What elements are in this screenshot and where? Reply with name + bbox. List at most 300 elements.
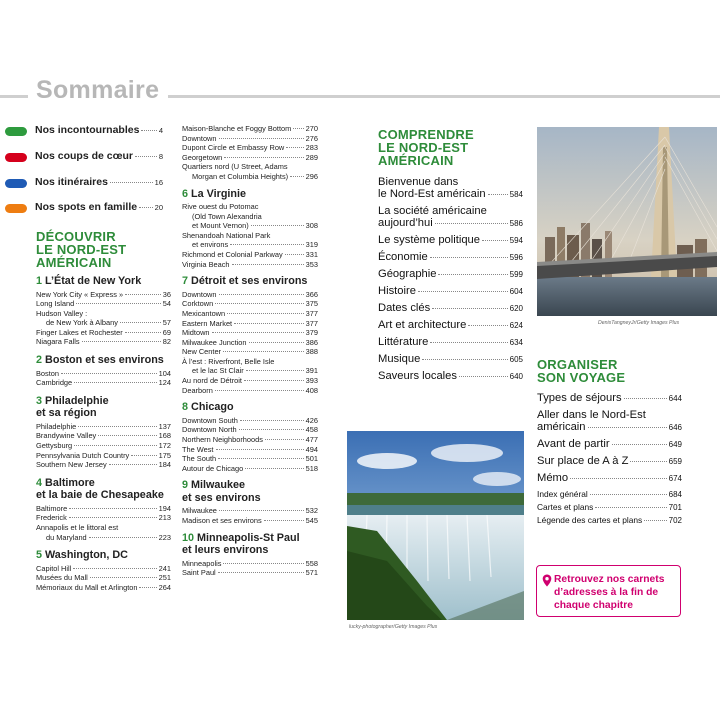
chapter — [36, 395, 171, 470]
toc-entry-page: 584 — [509, 190, 523, 199]
dot-leader — [459, 375, 508, 377]
chapter-number: 10 — [182, 531, 198, 544]
toc-entry[interactable] — [182, 376, 318, 386]
toc-entry-title: Midtown — [182, 328, 210, 338]
chapter-heading[interactable] — [182, 188, 318, 201]
toc-entry-page: 319 — [305, 240, 318, 250]
dot-leader — [240, 419, 304, 421]
chapter — [182, 532, 318, 578]
toc-entry-title: Dearborn — [182, 385, 213, 395]
toc-entry[interactable] — [182, 240, 318, 250]
toc-entry-title: Dates clés — [378, 302, 431, 314]
dot-leader — [430, 341, 507, 343]
toc-entry-title: Histoire — [378, 285, 416, 297]
toc-entry[interactable] — [182, 328, 318, 338]
toc-entry[interactable] — [378, 302, 523, 314]
dot-leader — [74, 381, 157, 383]
toc-entry[interactable] — [182, 231, 318, 241]
dot-leader — [234, 322, 304, 324]
toc-entry-page: 558 — [305, 558, 318, 568]
toc-entry-title: aujourd’hui — [378, 217, 433, 229]
dot-leader — [90, 576, 157, 578]
dot-leader — [139, 586, 156, 588]
red-marker-icon — [5, 153, 27, 162]
toc-entry-title: Morgan et Columbia Heights) — [192, 171, 289, 181]
toc-entry[interactable] — [36, 573, 171, 583]
chapter-heading[interactable] — [36, 354, 171, 367]
toc-entry-page: 69 — [162, 327, 171, 337]
toc-entry[interactable] — [36, 564, 171, 574]
legend-page: 8 — [158, 152, 163, 161]
toc-entry[interactable] — [36, 337, 171, 347]
toc-entry-title: Mexicantown — [182, 308, 226, 318]
toc-entry-title: Northern Neighborhoods — [182, 434, 263, 444]
chapter-number: 5 — [36, 549, 46, 562]
toc-entry[interactable] — [182, 464, 318, 474]
toc-entry-page: 184 — [158, 460, 171, 470]
toc-entry-title: Mémo — [537, 472, 569, 484]
toc-entry-title: Hudson Valley : — [36, 308, 88, 318]
toc-entry[interactable] — [36, 299, 171, 309]
toc-entry-page: 223 — [158, 532, 171, 542]
toc-group — [378, 302, 523, 314]
toc-entry[interactable] — [537, 421, 682, 433]
toc-entry[interactable] — [182, 124, 318, 134]
toc-entry-title-line-1: Aller dans le Nord-Est — [537, 409, 646, 421]
toc-entry-page: 649 — [668, 440, 682, 449]
callout-line-1: Retrouvez nos carnets — [554, 574, 665, 585]
dot-leader — [244, 379, 304, 381]
toc-entry-page: 494 — [305, 444, 318, 454]
dot-leader — [590, 493, 667, 495]
toc-entry[interactable] — [36, 451, 171, 461]
toc-entry[interactable] — [36, 422, 171, 432]
legend-item[interactable] — [35, 124, 163, 136]
dot-leader — [432, 307, 507, 309]
dot-leader — [293, 127, 303, 129]
dot-leader — [588, 426, 667, 428]
chapter-title-line-2: et sa région — [36, 407, 97, 420]
toc-entry-page: 408 — [305, 385, 318, 395]
toc-entry-title: Sur place de A à Z — [537, 455, 629, 467]
legend-page: 4 — [158, 126, 163, 135]
toc-entry[interactable] — [182, 319, 318, 329]
dot-leader — [120, 321, 161, 323]
toc-entry-title: Index général — [537, 489, 588, 499]
toc-entry-title: New York City « Express » — [36, 289, 124, 299]
toc-group — [537, 438, 682, 450]
chapter — [36, 275, 171, 347]
toc-entry-title: Philadelphie — [36, 421, 77, 431]
toc-entry[interactable] — [182, 172, 318, 182]
chapter-heading[interactable] — [182, 401, 318, 414]
toc-entry-page: 586 — [509, 219, 523, 228]
toc-group — [537, 392, 682, 404]
toc-entry[interactable] — [36, 318, 171, 328]
toc-entry[interactable] — [36, 309, 171, 319]
chapter-title: Philadelphie — [45, 394, 109, 407]
chapter-title: La Virginie — [191, 187, 247, 200]
toc-entry-title: et environs — [192, 240, 229, 250]
toc-entry-page: 388 — [305, 347, 318, 357]
toc-group — [378, 336, 523, 348]
toc-entry-page: 366 — [305, 289, 318, 299]
toc-entry-title: Musées du Mall — [36, 573, 88, 583]
header-rule-left — [0, 95, 28, 98]
toc-entry[interactable] — [182, 445, 318, 455]
chapter-heading[interactable] — [182, 532, 318, 545]
toc-entry-title: Brandywine Valley — [36, 431, 97, 441]
dot-leader — [438, 273, 507, 275]
dot-leader — [141, 129, 156, 131]
toc-entry[interactable] — [182, 416, 318, 426]
toc-entry[interactable] — [537, 472, 682, 484]
toc-entry-page: 289 — [305, 152, 318, 162]
toc-entry[interactable] — [378, 188, 523, 200]
dot-leader — [418, 290, 508, 292]
dot-leader — [125, 293, 161, 295]
toc-entry[interactable] — [36, 431, 171, 441]
toc-entry-page: 426 — [305, 415, 318, 425]
chapter-title: Washington, DC — [45, 549, 128, 562]
toc-entry[interactable] — [182, 366, 318, 376]
toc-entry-page: 375 — [305, 299, 318, 309]
carnets-callout — [536, 565, 681, 617]
toc-entry-title: Downtown South — [182, 415, 238, 425]
toc-entry[interactable] — [182, 134, 318, 144]
toc-entry[interactable] — [36, 328, 171, 338]
toc-entry-page: 54 — [162, 299, 171, 309]
toc-entry-title-line-1: La société américaine — [378, 205, 487, 217]
toc-entry[interactable] — [378, 268, 523, 280]
toc-entry-page: 377 — [305, 308, 318, 318]
toc-entry-title: Saint Paul — [182, 568, 216, 578]
toc-entry[interactable] — [36, 290, 171, 300]
toc-entry[interactable] — [182, 506, 318, 516]
dot-leader — [223, 562, 303, 564]
toc-entry[interactable] — [36, 369, 171, 379]
chapter-heading[interactable] — [182, 479, 318, 492]
toc-entry-title: Eastern Market — [182, 318, 233, 328]
toc-entry[interactable] — [36, 460, 171, 470]
toc-entry[interactable] — [182, 425, 318, 435]
falls-photo-credit: lucky-photographer/Getty Images Plus — [349, 624, 438, 630]
toc-entry-page: 264 — [158, 582, 171, 592]
legend-label: Nos itinéraires — [35, 176, 108, 188]
legend-label: Nos incontournables — [35, 124, 140, 136]
toc-entry-page: 477 — [305, 434, 318, 444]
toc-entry[interactable] — [36, 378, 171, 388]
chapter-heading[interactable] — [182, 275, 318, 288]
toc-entry-page: 391 — [305, 366, 318, 376]
toc-column-1 — [36, 275, 171, 592]
toc-entry-page: 599 — [509, 270, 523, 279]
chapter — [36, 477, 171, 542]
chapter-number: 8 — [182, 401, 192, 414]
dot-leader — [285, 253, 304, 255]
dot-leader — [74, 444, 157, 446]
dot-leader — [223, 350, 304, 352]
toc-entry-title: américain — [537, 421, 586, 433]
toc-group — [537, 455, 682, 467]
toc-entry-title: New Center — [182, 347, 222, 357]
toc-entry[interactable] — [182, 143, 318, 153]
toc-entry-title: The South — [182, 454, 217, 464]
toc-entry[interactable] — [182, 347, 318, 357]
toc-entry-title: de New York à Albany — [46, 318, 118, 328]
toc-entry-page: 172 — [158, 440, 171, 450]
toc-entry[interactable] — [36, 441, 171, 451]
chapter-number: 1 — [36, 275, 46, 287]
chapter — [182, 188, 318, 270]
toc-entry[interactable] — [182, 153, 318, 163]
chapter-number: 6 — [182, 187, 192, 200]
toc-entry-title: Le système politique — [378, 234, 480, 246]
toc-entry-title: Baltimore — [36, 503, 68, 513]
toc-entry-title: et le lac St Clair — [192, 366, 244, 376]
toc-entry[interactable] — [36, 583, 171, 593]
toc-entry[interactable] — [378, 234, 523, 246]
toc-entry[interactable] — [36, 533, 171, 543]
dot-leader — [239, 428, 304, 430]
dot-leader — [230, 243, 304, 245]
toc-entry[interactable] — [378, 251, 523, 263]
toc-entry-title-line-1: Bienvenue dans — [378, 176, 459, 188]
toc-entry[interactable] — [537, 438, 682, 450]
toc-entry-page: 545 — [305, 515, 318, 525]
toc-entry-page: 620 — [509, 304, 523, 313]
dot-leader — [76, 302, 161, 304]
chapter — [36, 549, 171, 592]
toc-entry-page: 458 — [305, 425, 318, 435]
toc-entry[interactable] — [36, 504, 171, 514]
toc-entry[interactable] — [36, 513, 171, 523]
chapter-number: 3 — [36, 394, 46, 407]
chapter-title-line-2: et la baie de Chesapeake — [36, 489, 164, 502]
toc-entry-page: 251 — [158, 573, 171, 583]
toc-entry[interactable] — [182, 454, 318, 464]
chapter — [182, 401, 318, 473]
legend-item[interactable] — [35, 150, 163, 162]
dot-leader — [435, 222, 508, 224]
toc-entry-page: 57 — [162, 318, 171, 328]
legend-item[interactable] — [35, 201, 163, 213]
toc-entry[interactable] — [537, 502, 682, 512]
toc-group — [378, 234, 523, 246]
toc-entry-title: Économie — [378, 251, 428, 263]
toc-entry-title: Milwaukee Junction — [182, 337, 247, 347]
toc-entry-page: 137 — [158, 421, 171, 431]
legend-page: 20 — [154, 203, 163, 212]
toc-entry-title: Quartiers nord (U Street, Adams — [182, 162, 288, 172]
chapter-heading[interactable] — [36, 275, 171, 288]
toc-entry[interactable] — [182, 357, 318, 367]
callout-line-2: d’adresses à la fin de — [554, 587, 659, 599]
toc-entry-page: 270 — [305, 124, 318, 133]
toc-entry-title: Southern New Jersey — [36, 460, 107, 470]
chapter-heading[interactable] — [36, 395, 171, 408]
toc-entry-title: Saveurs locales — [378, 370, 457, 382]
toc-entry[interactable] — [182, 250, 318, 260]
toc-group — [378, 319, 523, 331]
toc-entry-title: Rive ouest du Potomac — [182, 202, 259, 212]
toc-entry[interactable] — [378, 319, 523, 331]
dot-leader — [61, 372, 157, 374]
toc-entry-title: Milwaukee — [182, 506, 217, 516]
toc-group — [378, 268, 523, 280]
toc-entry-page: 674 — [668, 474, 682, 483]
toc-entry[interactable] — [182, 435, 318, 445]
toc-entry[interactable] — [537, 489, 682, 499]
toc-entry-title: Pennsylvania Dutch Country — [36, 450, 130, 460]
chapter — [182, 275, 318, 395]
dot-leader — [422, 358, 507, 360]
toc-entry[interactable] — [378, 285, 523, 297]
toc-entry[interactable] — [378, 217, 523, 229]
dot-leader — [430, 256, 508, 258]
dot-leader — [290, 175, 304, 177]
toc-entry-page: 594 — [509, 236, 523, 245]
legend-label: Nos spots en famille — [35, 201, 138, 213]
toc-entry-title: Georgetown — [182, 152, 223, 162]
toc-entry-page: 659 — [668, 457, 682, 466]
toc-entry[interactable] — [182, 559, 318, 569]
dot-leader — [595, 506, 666, 508]
toc-entry[interactable] — [378, 370, 523, 382]
toc-group — [378, 353, 523, 365]
toc-entry-page: 604 — [509, 287, 523, 296]
page-title: Sommaire — [36, 76, 160, 104]
header-rule-right — [168, 95, 720, 98]
chapter-title: Minneapolis-St Paul — [197, 531, 300, 544]
dot-leader — [286, 146, 303, 148]
toc-entry[interactable] — [182, 516, 318, 526]
dot-leader — [218, 457, 304, 459]
toc-column-2 — [182, 124, 318, 578]
toc-entry[interactable] — [182, 212, 318, 222]
toc-entry[interactable] — [182, 202, 318, 212]
toc-entry-title: Légende des cartes et plans — [537, 515, 643, 525]
toc-group — [378, 176, 523, 200]
toc-entry-page: 684 — [668, 490, 682, 499]
toc-entry-page: 644 — [668, 394, 682, 403]
toc-entry[interactable] — [182, 309, 318, 319]
toc-comprendre — [378, 176, 523, 387]
dot-leader — [219, 509, 304, 511]
dot-leader — [139, 206, 153, 208]
dot-leader — [630, 460, 666, 462]
toc-entry-title: Shenandoah National Park — [182, 230, 271, 240]
orange-marker-icon — [5, 204, 27, 213]
dot-leader — [131, 454, 156, 456]
toc-entry-title: Finger Lakes et Rochester — [36, 327, 123, 337]
dot-leader — [249, 341, 304, 343]
section-title-organiser: ORGANISER SON VOYAGE — [537, 357, 626, 385]
chapter-heading[interactable] — [36, 549, 171, 562]
legend-item[interactable] — [35, 176, 163, 188]
toc-entry-title: Au nord de Détroit — [182, 376, 242, 386]
chapter-title: Milwaukee — [191, 479, 246, 492]
section-title-comprendre: COMPRENDRE LE NORD-EST AMÉRICAIN — [378, 127, 474, 168]
toc-entry-title: Minneapolis — [182, 558, 222, 568]
chapter-number: 7 — [182, 275, 192, 288]
location-pin-icon — [542, 574, 552, 587]
chapter-title: Détroit et ses environs — [191, 275, 308, 288]
toc-entry-page: 241 — [158, 563, 171, 573]
toc-group — [537, 472, 682, 484]
toc-entry[interactable] — [537, 515, 682, 525]
toc-entry-title: Géographie — [378, 268, 437, 280]
dot-leader — [135, 155, 157, 157]
toc-entry-title: Dupont Circle et Embassy Row — [182, 143, 285, 153]
dot-leader — [110, 181, 153, 183]
chapter-title: Baltimore — [45, 476, 95, 489]
dot-leader — [482, 239, 508, 241]
toc-entry-page: 168 — [158, 431, 171, 441]
toc-entry-title: Niagara Falls — [36, 337, 80, 347]
dot-leader — [215, 389, 304, 391]
toc-entry[interactable] — [182, 290, 318, 300]
legend-page: 16 — [154, 178, 163, 187]
toc-entry-page: 518 — [305, 463, 318, 473]
toc-entry[interactable] — [182, 260, 318, 270]
toc-entry[interactable] — [182, 568, 318, 578]
callout-line-3: chaque chapitre — [554, 600, 633, 612]
dot-leader — [212, 331, 304, 333]
toc-entry[interactable] — [36, 523, 171, 533]
toc-entry[interactable] — [537, 392, 682, 404]
dot-leader — [264, 519, 304, 521]
dot-leader — [125, 331, 161, 333]
toc-entry-title: Frederick — [36, 513, 67, 523]
toc-entry-title: Richmond et Colonial Parkway — [182, 250, 283, 260]
toc-entry-title: Littérature — [378, 336, 429, 348]
toc-entry[interactable] — [378, 336, 523, 348]
toc-entry-page: 640 — [509, 372, 523, 381]
toc-entry-page: 331 — [305, 250, 318, 260]
legend-label: Nos coups de cœur — [35, 150, 134, 162]
toc-entry-page: 634 — [509, 338, 523, 347]
toc-entry[interactable] — [378, 353, 523, 365]
toc-entry[interactable] — [182, 338, 318, 348]
chapter-number: 2 — [36, 354, 46, 367]
toc-entry-title: Boston — [36, 368, 60, 378]
toc-entry[interactable] — [182, 386, 318, 396]
toc-entry-page: 379 — [305, 328, 318, 338]
toc-entry[interactable] — [182, 162, 318, 172]
toc-entry[interactable] — [537, 455, 682, 467]
dot-leader — [224, 156, 303, 158]
dot-leader — [612, 443, 667, 445]
toc-entry-title: Madison et ses environs — [182, 515, 262, 525]
dot-leader — [232, 263, 304, 265]
toc-entry[interactable] — [182, 299, 318, 309]
toc-entry-page: 353 — [305, 259, 318, 269]
toc-entry-page: 82 — [162, 337, 171, 347]
toc-entry-page: 701 — [668, 503, 682, 512]
toc-entry-page: 175 — [158, 450, 171, 460]
toc-entry[interactable] — [182, 221, 318, 231]
dot-leader — [98, 434, 156, 436]
dot-leader — [89, 536, 157, 538]
toc-entry-page: 124 — [158, 378, 171, 388]
toc-group — [378, 251, 523, 263]
toc-entry-page: 532 — [305, 506, 318, 516]
toc-entry-title: Downtown North — [182, 425, 237, 435]
dot-leader — [624, 397, 667, 399]
dot-leader — [69, 507, 156, 509]
chapter-heading[interactable] — [36, 477, 171, 490]
